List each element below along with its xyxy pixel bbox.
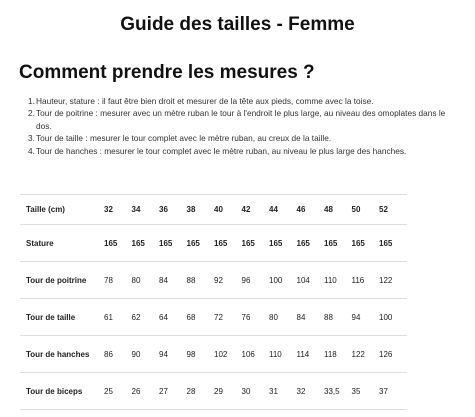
table-cell: 25 — [104, 373, 132, 410]
table-cell: 100 — [379, 299, 407, 336]
table-cell: 48 — [324, 195, 352, 225]
table-row — [20, 299, 407, 336]
table-cell: 68 — [187, 299, 215, 336]
table-cell: 34 — [132, 195, 160, 225]
step-item — [28, 145, 460, 157]
table-cell: 96 — [242, 262, 270, 299]
table-row — [20, 195, 407, 225]
table-cell: 46 — [297, 195, 325, 225]
table-cell: 92 — [214, 262, 242, 299]
table-cell: 88 — [187, 262, 215, 299]
table-cell: 35 — [352, 373, 380, 410]
table-cell: 165 — [187, 225, 215, 262]
table-row — [20, 262, 407, 299]
step-number: 1. — [28, 96, 35, 106]
table-cell: 72 — [214, 299, 242, 336]
step-text: Hauteur, stature : il faut être bien droit et mesurer de la tête aux pieds, comme avec la toise. — [36, 96, 374, 106]
table-cell: 90 — [132, 336, 160, 373]
table-cell: 42 — [242, 195, 270, 225]
table-cell: 31 — [269, 373, 297, 410]
table-cell: 61 — [104, 299, 132, 336]
table-cell: 122 — [352, 336, 380, 373]
step-item — [28, 132, 460, 144]
table-cell: 118 — [324, 336, 352, 373]
table-cell: 165 — [242, 225, 270, 262]
table-cell: 122 — [379, 262, 407, 299]
size-table — [20, 194, 407, 410]
table-cell: 114 — [297, 336, 325, 373]
table-cell: 116 — [352, 262, 380, 299]
step-text: Tour de hanches : mesurer le tour complet avec le mètre ruban, au niveau le plus large des hanches. — [36, 145, 407, 156]
row-label: Tour de hanches — [20, 336, 104, 373]
row-label: Stature — [20, 225, 104, 262]
table-cell: 32 — [297, 373, 325, 410]
table-cell: 165 — [297, 225, 325, 262]
table-cell: 64 — [159, 299, 187, 336]
table-cell: 98 — [187, 336, 215, 373]
row-label: Tour de biceps — [20, 373, 104, 410]
table-cell: 165 — [324, 225, 352, 262]
table-cell: 126 — [379, 336, 407, 373]
table-cell: 165 — [159, 225, 187, 262]
table-cell: 88 — [324, 299, 352, 336]
table-cell: 52 — [379, 195, 407, 225]
table-cell: 165 — [269, 225, 297, 262]
row-label: Tour de taille — [20, 299, 104, 336]
table-cell: 110 — [324, 262, 352, 299]
table-cell: 62 — [132, 299, 160, 336]
table-cell: 165 — [132, 225, 160, 262]
step-item — [28, 95, 460, 107]
table-cell: 38 — [187, 195, 215, 225]
table-cell: 100 — [269, 262, 297, 299]
table-cell: 37 — [379, 373, 407, 410]
table-cell: 36 — [159, 195, 187, 225]
table-row — [20, 373, 407, 410]
table-cell: 86 — [104, 336, 132, 373]
table-cell: 78 — [104, 262, 132, 299]
table-cell: 84 — [159, 262, 187, 299]
table-cell: 27 — [159, 373, 187, 410]
table-row — [20, 336, 407, 373]
table-cell: 40 — [214, 195, 242, 225]
table-cell: 165 — [379, 225, 407, 262]
step-text: Tour de taille : mesurer le tour complet avec le mètre ruban, au creux de la taille. — [36, 133, 332, 144]
table-cell: 44 — [269, 195, 297, 225]
table-cell: 102 — [214, 336, 242, 373]
table-cell: 165 — [104, 225, 132, 262]
table-cell: 30 — [242, 373, 270, 410]
row-label: Taille (cm) — [20, 195, 104, 225]
table-cell: 80 — [269, 299, 297, 336]
section-title: Comment prendre les mesures ? — [19, 62, 315, 83]
table-cell: 29 — [214, 373, 242, 410]
table-cell: 106 — [242, 336, 270, 373]
table-cell: 33,5 — [324, 373, 352, 410]
page-title: Guide des tailles - Femme — [120, 14, 355, 35]
table-cell: 94 — [159, 336, 187, 373]
size-table-body — [20, 195, 407, 410]
step-number: 3. — [28, 133, 35, 144]
table-row — [20, 225, 407, 262]
table-cell: 32 — [104, 195, 132, 225]
table-cell: 165 — [214, 225, 242, 262]
step-text: Tour de poitrine : mesurer avec un mètre ruban le tour à l'endroit le plus large, au niveau des omoplates dans le dos. — [36, 108, 446, 131]
table-cell: 80 — [132, 262, 160, 299]
step-number: 2. — [28, 108, 35, 119]
row-label: Tour de poitrine — [20, 262, 104, 299]
table-cell: 28 — [187, 373, 215, 410]
table-cell: 165 — [352, 225, 380, 262]
table-cell: 104 — [297, 262, 325, 299]
table-cell: 110 — [269, 336, 297, 373]
step-item — [28, 107, 460, 132]
step-number: 4. — [28, 145, 35, 156]
table-cell: 84 — [297, 299, 325, 336]
table-cell: 76 — [242, 299, 270, 336]
table-cell: 26 — [132, 373, 160, 410]
table-cell: 50 — [352, 195, 380, 225]
table-cell: 94 — [352, 299, 380, 336]
measurement-steps-list — [28, 95, 460, 157]
